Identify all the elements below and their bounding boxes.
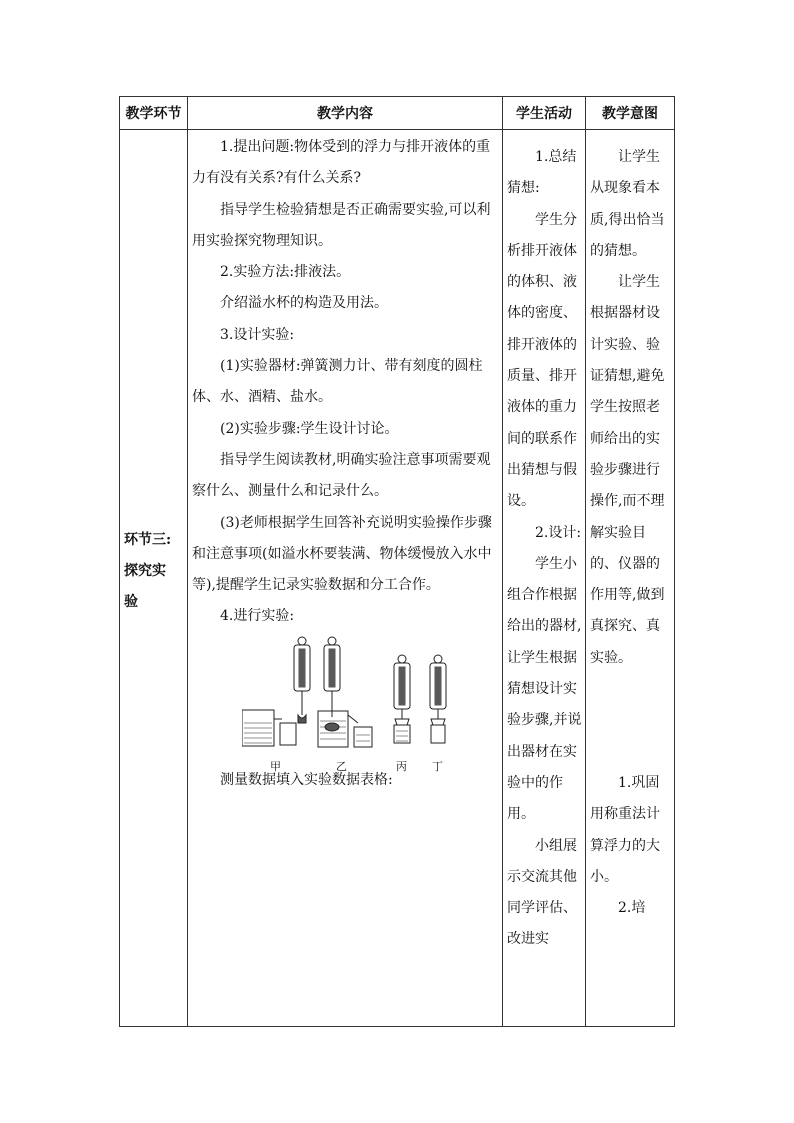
segment-line: 验 xyxy=(124,594,138,610)
content-cell xyxy=(188,130,503,1027)
activity-paragraph: 小组展示交流其他同学评估、改进实 xyxy=(507,837,577,948)
header-segment: 教学环节 xyxy=(120,97,188,130)
content-paragraph: (1)实验器材:弹簧测力计、带有刻度的圆柱体、水、酒精、盐水。 xyxy=(192,358,483,406)
experiment-figure xyxy=(242,635,482,773)
spring-scale-icon xyxy=(430,655,446,743)
intent-paragraph: 让学生根据器材设计实验、验证猜想,避免学生按照老师给出的实验步骤进行操作,而不理解实验目的、仪器的作用等,做到真探究、真实验。 xyxy=(590,274,665,666)
figure-label: 甲 xyxy=(270,759,281,773)
content-paragraph: 指导学生阅读教材,明确实验注意事项需要观察什么、测量什么和记录什么。 xyxy=(192,451,491,500)
segment-line: 探究实 xyxy=(124,563,166,579)
content-paragraph: 测量数据填入实验数据表格: xyxy=(220,771,393,788)
lesson-plan-table xyxy=(119,96,675,1027)
activity-paragraph: 学生分析排开液体的体积、液体的密度、排开液体的质量、排开液体的重力间的联系作出猜想与假设。 xyxy=(507,211,577,510)
intent-paragraph: 2.培 xyxy=(618,900,646,917)
activity-cell xyxy=(503,130,586,1027)
content-paragraph: 1.提出问题:物体受到的浮力与排开液体的重力有没有关系?有什么关系? xyxy=(192,139,491,187)
header-content: 教学内容 xyxy=(188,97,503,130)
spring-scale-icon xyxy=(324,637,340,717)
intent-cell xyxy=(586,130,675,1027)
overflow-cup-icon xyxy=(318,711,372,747)
content-paragraph: 3.设计实验: xyxy=(220,326,295,343)
header-row xyxy=(120,97,675,130)
header-intent: 教学意图 xyxy=(586,97,675,130)
content-paragraph: 介绍溢水杯的构造及用法。 xyxy=(220,295,388,312)
spring-scale-icon xyxy=(294,637,310,723)
segment-cell xyxy=(120,130,188,1027)
body-row xyxy=(120,130,675,1027)
content-paragraph: 2.实验方法:排液法。 xyxy=(220,264,351,281)
overflow-cup-icon xyxy=(242,710,296,746)
content-paragraph: 4.进行实验: xyxy=(220,608,295,625)
figure-label: 乙 xyxy=(336,759,347,773)
spring-scale-icon xyxy=(394,655,410,743)
activity-paragraph: 学生小组合作根据给出的器材,让学生根据猜想设计实验步骤,并说出器材在实验中的作用。 xyxy=(507,555,582,823)
content-paragraph: (2)实验步骤:学生设计讨论。 xyxy=(220,420,399,437)
intent-paragraph: 1.巩固用称重法计算浮力的大小。 xyxy=(590,775,660,885)
figure-label: 丁 xyxy=(432,759,443,773)
content-paragraph: 指导学生检验猜想是否正确需要实验,可以利用实验探究物理知识。 xyxy=(192,201,491,249)
content-paragraph: (3)老师根据学生回答补充说明实验操作步骤和注意事项(如溢水杯要装满、物体缓慢放入水中等),提醒学生记录实验数据和分工合作。 xyxy=(192,514,492,594)
activity-paragraph: 2.设计: xyxy=(535,524,582,541)
header-activity: 学生活动 xyxy=(503,97,586,130)
activity-paragraph: 1.总结猜想: xyxy=(507,149,577,197)
segment-line: 环节三: xyxy=(124,532,172,548)
figure-label: 丙 xyxy=(396,759,407,773)
intent-paragraph: 让学生从现象看本质,得出恰当的猜想。 xyxy=(590,149,665,259)
